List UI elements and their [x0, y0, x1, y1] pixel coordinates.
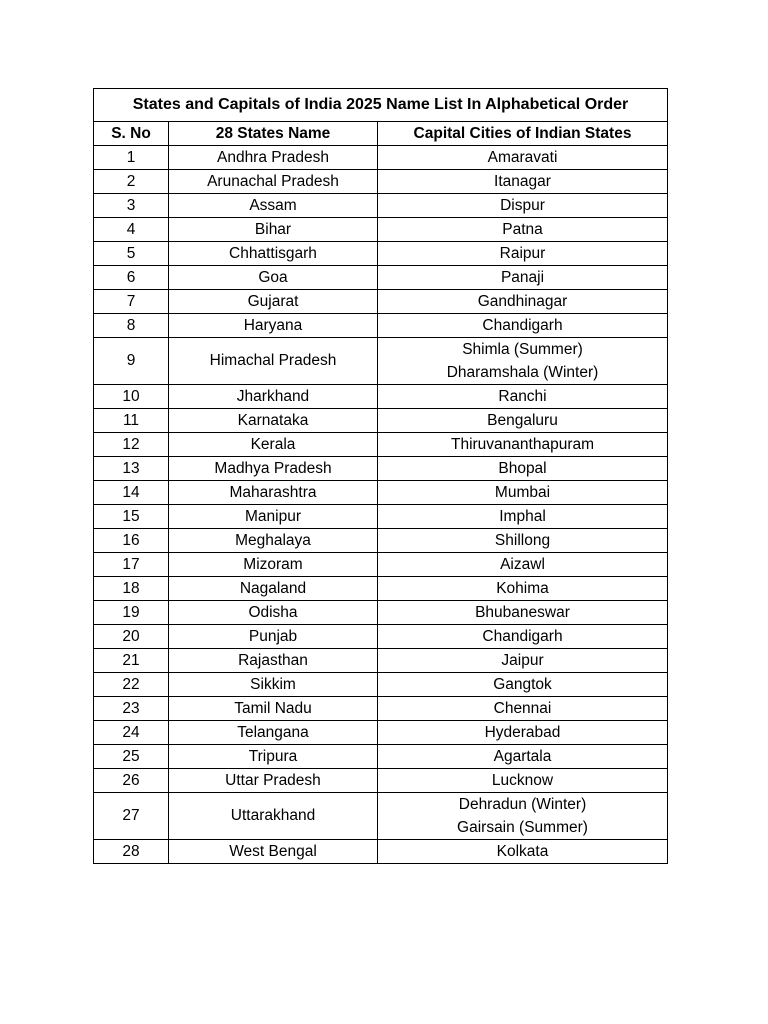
- state-name-cell: Bihar: [169, 218, 378, 242]
- table-row: [94, 481, 668, 505]
- serial-number-cell: 28: [94, 840, 169, 864]
- capital-name: Bhubaneswar: [475, 604, 570, 621]
- capital-cell: [378, 529, 668, 553]
- capital-name: Thiruvananthapuram: [450, 436, 595, 453]
- table-title-row: [94, 89, 668, 122]
- table-row: [94, 601, 668, 625]
- state-name-cell: Uttarakhand: [169, 793, 378, 840]
- serial-number-cell: 22: [94, 673, 169, 697]
- capital-name: Itanagar: [494, 173, 551, 190]
- serial-number-cell: 8: [94, 314, 169, 338]
- capital-cell: [378, 457, 668, 481]
- serial-number-cell: 5: [94, 242, 169, 266]
- capital-cell: [378, 673, 668, 697]
- state-name-cell: West Bengal: [169, 840, 378, 864]
- table-row: [94, 649, 668, 673]
- capital-name: Bengaluru: [487, 412, 558, 429]
- table-row: [94, 146, 668, 170]
- state-name-cell: Andhra Pradesh: [169, 146, 378, 170]
- serial-number-cell: 23: [94, 697, 169, 721]
- table-row: [94, 840, 668, 864]
- capital-cell: [378, 385, 668, 409]
- capital-name: Raipur: [499, 245, 546, 262]
- serial-number-cell: 21: [94, 649, 169, 673]
- table-row: [94, 266, 668, 290]
- serial-number-cell: 25: [94, 745, 169, 769]
- table-row: [94, 553, 668, 577]
- state-name-cell: Tamil Nadu: [169, 697, 378, 721]
- capital-name: Imphal: [499, 508, 546, 525]
- capital-cell: [378, 194, 668, 218]
- state-name-cell: Kerala: [169, 433, 378, 457]
- capital-name: Ranchi: [498, 388, 547, 405]
- capital-name: Agartala: [493, 748, 552, 765]
- table-body: [94, 146, 668, 864]
- serial-number-cell: 20: [94, 625, 169, 649]
- table-row: [94, 721, 668, 745]
- serial-number-cell: 19: [94, 601, 169, 625]
- capital-name: Gandhinagar: [477, 293, 568, 310]
- state-name-cell: Chhattisgarh: [169, 242, 378, 266]
- table-row: [94, 290, 668, 314]
- table-row: [94, 457, 668, 481]
- capital-cell: [378, 266, 668, 290]
- serial-number-cell: 17: [94, 553, 169, 577]
- capital-name: Patna: [502, 221, 543, 238]
- table-row: [94, 745, 668, 769]
- state-name-cell: Meghalaya: [169, 529, 378, 553]
- serial-number-cell: 9: [94, 338, 169, 385]
- capital-cell: [378, 697, 668, 721]
- serial-number-cell: 12: [94, 433, 169, 457]
- serial-number-cell: 24: [94, 721, 169, 745]
- capital-cell: [378, 793, 668, 840]
- capital-name: Aizawl: [500, 556, 545, 573]
- state-name-cell: Punjab: [169, 625, 378, 649]
- capital-cell: [378, 577, 668, 601]
- capital-cell: [378, 505, 668, 529]
- capital-name: Chennai: [493, 700, 552, 717]
- table-row: [94, 577, 668, 601]
- table-row: [94, 505, 668, 529]
- capital-name: Kolkata: [496, 843, 549, 860]
- capital-cell: [378, 625, 668, 649]
- state-name-cell: Sikkim: [169, 673, 378, 697]
- capital-name: Hyderabad: [484, 724, 561, 741]
- table-header-row: [94, 122, 668, 146]
- capital-name: Bhopal: [498, 460, 547, 477]
- state-name-cell: Madhya Pradesh: [169, 457, 378, 481]
- capital-name: Kohima: [496, 580, 549, 597]
- state-name-cell: Uttar Pradesh: [169, 769, 378, 793]
- serial-number-cell: 16: [94, 529, 169, 553]
- capital-name: Dharamshala (Winter): [446, 364, 599, 381]
- serial-number-cell: 15: [94, 505, 169, 529]
- serial-number-cell: 1: [94, 146, 169, 170]
- capital-cell: [378, 553, 668, 577]
- capital-name: Chandigarh: [482, 628, 563, 645]
- column-header-sno: S. No: [94, 122, 169, 146]
- capital-cell: [378, 769, 668, 793]
- table-row: [94, 409, 668, 433]
- capital-cell: [378, 409, 668, 433]
- serial-number-cell: 6: [94, 266, 169, 290]
- capital-cell: [378, 290, 668, 314]
- capital-cell: [378, 601, 668, 625]
- capital-cell: [378, 840, 668, 864]
- capital-name: Shillong: [494, 532, 551, 549]
- table-row: [94, 433, 668, 457]
- table-row: [94, 242, 668, 266]
- table-row: [94, 673, 668, 697]
- capital-name: Panaji: [500, 269, 545, 286]
- state-name-cell: Haryana: [169, 314, 378, 338]
- state-name-cell: Nagaland: [169, 577, 378, 601]
- table-row: [94, 625, 668, 649]
- capital-cell: [378, 242, 668, 266]
- capital-name: Chandigarh: [482, 317, 563, 334]
- capital-cell: [378, 721, 668, 745]
- serial-number-cell: 27: [94, 793, 169, 840]
- state-name-cell: Arunachal Pradesh: [169, 170, 378, 194]
- capital-cell: [378, 170, 668, 194]
- state-name-cell: Maharashtra: [169, 481, 378, 505]
- table-row: [94, 218, 668, 242]
- capital-name: Dehradun (Winter): [458, 796, 587, 813]
- state-name-cell: Jharkhand: [169, 385, 378, 409]
- state-name-cell: Assam: [169, 194, 378, 218]
- capital-cell: [378, 146, 668, 170]
- table-row: [94, 697, 668, 721]
- state-name-cell: Gujarat: [169, 290, 378, 314]
- state-name-cell: Telangana: [169, 721, 378, 745]
- state-name-cell: Manipur: [169, 505, 378, 529]
- capital-name: Dispur: [500, 197, 545, 214]
- column-header-capital: Capital Cities of Indian States: [378, 122, 668, 146]
- table-row: [94, 194, 668, 218]
- state-name-cell: Goa: [169, 266, 378, 290]
- capital-cell: [378, 433, 668, 457]
- state-name-cell: Mizoram: [169, 553, 378, 577]
- capital-cell: [378, 649, 668, 673]
- serial-number-cell: 18: [94, 577, 169, 601]
- states-capitals-table: [93, 88, 668, 864]
- serial-number-cell: 7: [94, 290, 169, 314]
- capital-cell: [378, 745, 668, 769]
- serial-number-cell: 2: [94, 170, 169, 194]
- capital-name: Gairsain (Summer): [457, 819, 588, 836]
- serial-number-cell: 10: [94, 385, 169, 409]
- capital-name: Jaipur: [501, 652, 544, 669]
- capital-name: Lucknow: [491, 772, 554, 789]
- state-name-cell: Rajasthan: [169, 649, 378, 673]
- capital-name: Amaravati: [487, 149, 558, 166]
- table-row: [94, 529, 668, 553]
- state-name-cell: Karnataka: [169, 409, 378, 433]
- serial-number-cell: 26: [94, 769, 169, 793]
- state-name-cell: Tripura: [169, 745, 378, 769]
- serial-number-cell: 11: [94, 409, 169, 433]
- state-name-cell: Odisha: [169, 601, 378, 625]
- capital-name: Mumbai: [494, 484, 551, 501]
- table-row: [94, 793, 668, 840]
- capital-name: Gangtok: [493, 676, 552, 693]
- table-row: [94, 170, 668, 194]
- table-title: States and Capitals of India 2025 Name List In Alphabetical Order: [94, 89, 668, 122]
- serial-number-cell: 3: [94, 194, 169, 218]
- capital-cell: [378, 481, 668, 505]
- capital-cell: [378, 338, 668, 385]
- table-row: [94, 769, 668, 793]
- state-name-cell: Himachal Pradesh: [169, 338, 378, 385]
- serial-number-cell: 13: [94, 457, 169, 481]
- column-header-state: 28 States Name: [169, 122, 378, 146]
- table-row: [94, 338, 668, 385]
- table-row: [94, 385, 668, 409]
- table-row: [94, 314, 668, 338]
- capital-cell: [378, 314, 668, 338]
- capital-name: Shimla (Summer): [462, 341, 583, 358]
- capital-cell: [378, 218, 668, 242]
- serial-number-cell: 4: [94, 218, 169, 242]
- serial-number-cell: 14: [94, 481, 169, 505]
